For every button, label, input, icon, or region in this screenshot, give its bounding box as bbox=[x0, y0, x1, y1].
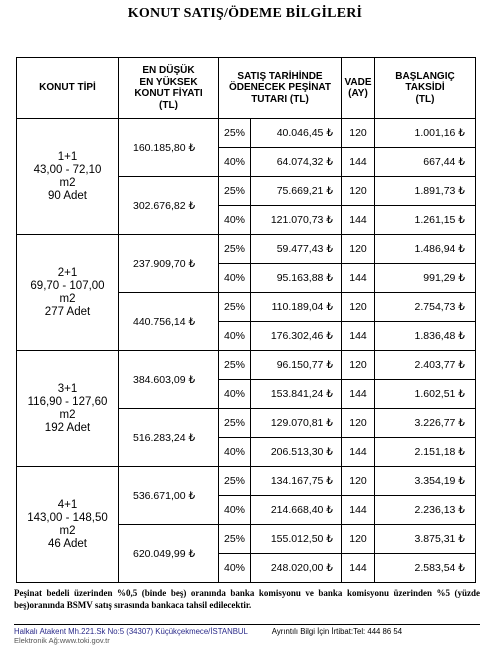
pesinat-tutar-cell: 96.150,77 ₺ bbox=[251, 351, 342, 380]
pesinat-tutar-cell: 206.513,30 ₺ bbox=[251, 438, 342, 467]
pesinat-oran-cell: 25% bbox=[219, 351, 251, 380]
pesinat-oran-cell: 40% bbox=[219, 380, 251, 409]
konut-fiyati-cell: 384.603,09 ₺ bbox=[119, 351, 219, 409]
vade-cell: 120 bbox=[342, 119, 375, 148]
footer bbox=[14, 624, 480, 636]
pesinat-tutar-cell: 155.012,50 ₺ bbox=[251, 525, 342, 554]
taksit-cell: 2.403,77 ₺ bbox=[375, 351, 476, 380]
table-row bbox=[17, 119, 476, 148]
pesinat-oran-cell: 25% bbox=[219, 525, 251, 554]
vade-cell: 144 bbox=[342, 148, 375, 177]
taksit-cell: 2.236,13 ₺ bbox=[375, 496, 476, 525]
konut-fiyati-cell: 302.676,82 ₺ bbox=[119, 177, 219, 235]
taksit-cell: 3.226,77 ₺ bbox=[375, 409, 476, 438]
vade-cell: 120 bbox=[342, 467, 375, 496]
header-pesinat: SATIŞ TARİHİNDE ÖDENECEK PEŞİNAT TUTARI (TL) bbox=[219, 58, 342, 119]
pesinat-oran-cell: 25% bbox=[219, 409, 251, 438]
konut-fiyati-cell: 516.283,24 ₺ bbox=[119, 409, 219, 467]
header-konut-tipi: KONUT TİPİ bbox=[17, 58, 119, 119]
table-row bbox=[17, 351, 476, 380]
konut-tipi-cell: 1+1 43,00 - 72,10 m2 90 Adet bbox=[17, 119, 119, 235]
pesinat-oran-cell: 25% bbox=[219, 119, 251, 148]
pesinat-tutar-cell: 110.189,04 ₺ bbox=[251, 293, 342, 322]
pesinat-tutar-cell: 176.302,46 ₺ bbox=[251, 322, 342, 351]
taksit-cell: 1.001,16 ₺ bbox=[375, 119, 476, 148]
taksit-cell: 1.486,94 ₺ bbox=[375, 235, 476, 264]
table-body bbox=[17, 119, 476, 583]
vade-cell: 120 bbox=[342, 235, 375, 264]
konut-fiyati-cell: 620.049,99 ₺ bbox=[119, 525, 219, 583]
taksit-cell: 2.583,54 ₺ bbox=[375, 554, 476, 583]
konut-fiyati-cell: 440.756,14 ₺ bbox=[119, 293, 219, 351]
vade-cell: 144 bbox=[342, 554, 375, 583]
pesinat-tutar-cell: 95.163,88 ₺ bbox=[251, 264, 342, 293]
pesinat-oran-cell: 40% bbox=[219, 264, 251, 293]
pesinat-tutar-cell: 129.070,81 ₺ bbox=[251, 409, 342, 438]
pesinat-tutar-cell: 121.070,73 ₺ bbox=[251, 206, 342, 235]
pesinat-tutar-cell: 214.668,40 ₺ bbox=[251, 496, 342, 525]
vade-cell: 144 bbox=[342, 438, 375, 467]
pesinat-tutar-cell: 75.669,21 ₺ bbox=[251, 177, 342, 206]
pesinat-oran-cell: 25% bbox=[219, 235, 251, 264]
header-fiyat: EN DÜŞÜK EN YÜKSEK KONUT FİYATI (TL) bbox=[119, 58, 219, 119]
header-taksit: BAŞLANGIÇ TAKSİDİ (TL) bbox=[375, 58, 476, 119]
vade-cell: 120 bbox=[342, 525, 375, 554]
taksit-cell: 1.891,73 ₺ bbox=[375, 177, 476, 206]
header-vade: VADE (AY) bbox=[342, 58, 375, 119]
pesinat-oran-cell: 40% bbox=[219, 206, 251, 235]
vade-cell: 120 bbox=[342, 351, 375, 380]
taksit-cell: 3.354,19 ₺ bbox=[375, 467, 476, 496]
footer-address: Halkalı Atakent Mh.221.Sk No:5 (34307) Küçükçekmece/İSTANBUL bbox=[14, 627, 248, 636]
konut-fiyati-cell: 237.909,70 ₺ bbox=[119, 235, 219, 293]
pesinat-oran-cell: 40% bbox=[219, 496, 251, 525]
pesinat-tutar-cell: 153.841,24 ₺ bbox=[251, 380, 342, 409]
vade-cell: 144 bbox=[342, 380, 375, 409]
konut-tipi-cell: 2+1 69,70 - 107,00 m2 277 Adet bbox=[17, 235, 119, 351]
taksit-cell: 667,44 ₺ bbox=[375, 148, 476, 177]
header-row bbox=[17, 58, 476, 119]
pesinat-oran-cell: 25% bbox=[219, 467, 251, 496]
vade-cell: 144 bbox=[342, 496, 375, 525]
pesinat-tutar-cell: 59.477,43 ₺ bbox=[251, 235, 342, 264]
pesinat-oran-cell: 40% bbox=[219, 322, 251, 351]
taksit-cell: 3.875,31 ₺ bbox=[375, 525, 476, 554]
vade-cell: 120 bbox=[342, 409, 375, 438]
payment-table bbox=[16, 57, 476, 583]
table-row bbox=[17, 467, 476, 496]
pesinat-tutar-cell: 134.167,75 ₺ bbox=[251, 467, 342, 496]
pesinat-tutar-cell: 40.046,45 ₺ bbox=[251, 119, 342, 148]
taksit-cell: 1.836,48 ₺ bbox=[375, 322, 476, 351]
konut-fiyati-cell: 536.671,00 ₺ bbox=[119, 467, 219, 525]
taksit-cell: 1.602,51 ₺ bbox=[375, 380, 476, 409]
commission-note: Peşinat bedeli üzerinden %0,5 (binde beş) oranında banka komisyonu ve banka komisyonu üzerinden %5 (yüzde beş)oranında BSMV satış sırasında bankaca tahsil edilecektir. bbox=[14, 588, 480, 610]
vade-cell: 144 bbox=[342, 206, 375, 235]
pesinat-oran-cell: 40% bbox=[219, 554, 251, 583]
taksit-cell: 2.754,73 ₺ bbox=[375, 293, 476, 322]
taksit-cell: 2.151,18 ₺ bbox=[375, 438, 476, 467]
vade-cell: 144 bbox=[342, 264, 375, 293]
table-row bbox=[17, 235, 476, 264]
konut-tipi-cell: 3+1 116,90 - 127,60 m2 192 Adet bbox=[17, 351, 119, 467]
vade-cell: 120 bbox=[342, 177, 375, 206]
pesinat-oran-cell: 40% bbox=[219, 438, 251, 467]
taksit-cell: 991,29 ₺ bbox=[375, 264, 476, 293]
pesinat-tutar-cell: 64.074,32 ₺ bbox=[251, 148, 342, 177]
pesinat-oran-cell: 40% bbox=[219, 148, 251, 177]
konut-tipi-cell: 4+1 143,00 - 148,50 m2 46 Adet bbox=[17, 467, 119, 583]
konut-fiyati-cell: 160.185,80 ₺ bbox=[119, 119, 219, 177]
pesinat-tutar-cell: 248.020,00 ₺ bbox=[251, 554, 342, 583]
taksit-cell: 1.261,15 ₺ bbox=[375, 206, 476, 235]
footer-web: Elektronik Ağ:www.toki.gov.tr bbox=[14, 636, 110, 645]
vade-cell: 120 bbox=[342, 293, 375, 322]
pesinat-oran-cell: 25% bbox=[219, 293, 251, 322]
footer-contact: Ayrıntılı Bilgi İçin İrtibat:Tel: 444 86 54 bbox=[271, 627, 403, 636]
vade-cell: 144 bbox=[342, 322, 375, 351]
page-title: KONUT SATIŞ/ÖDEME BİLGİLERİ bbox=[127, 6, 363, 21]
pesinat-oran-cell: 25% bbox=[219, 177, 251, 206]
